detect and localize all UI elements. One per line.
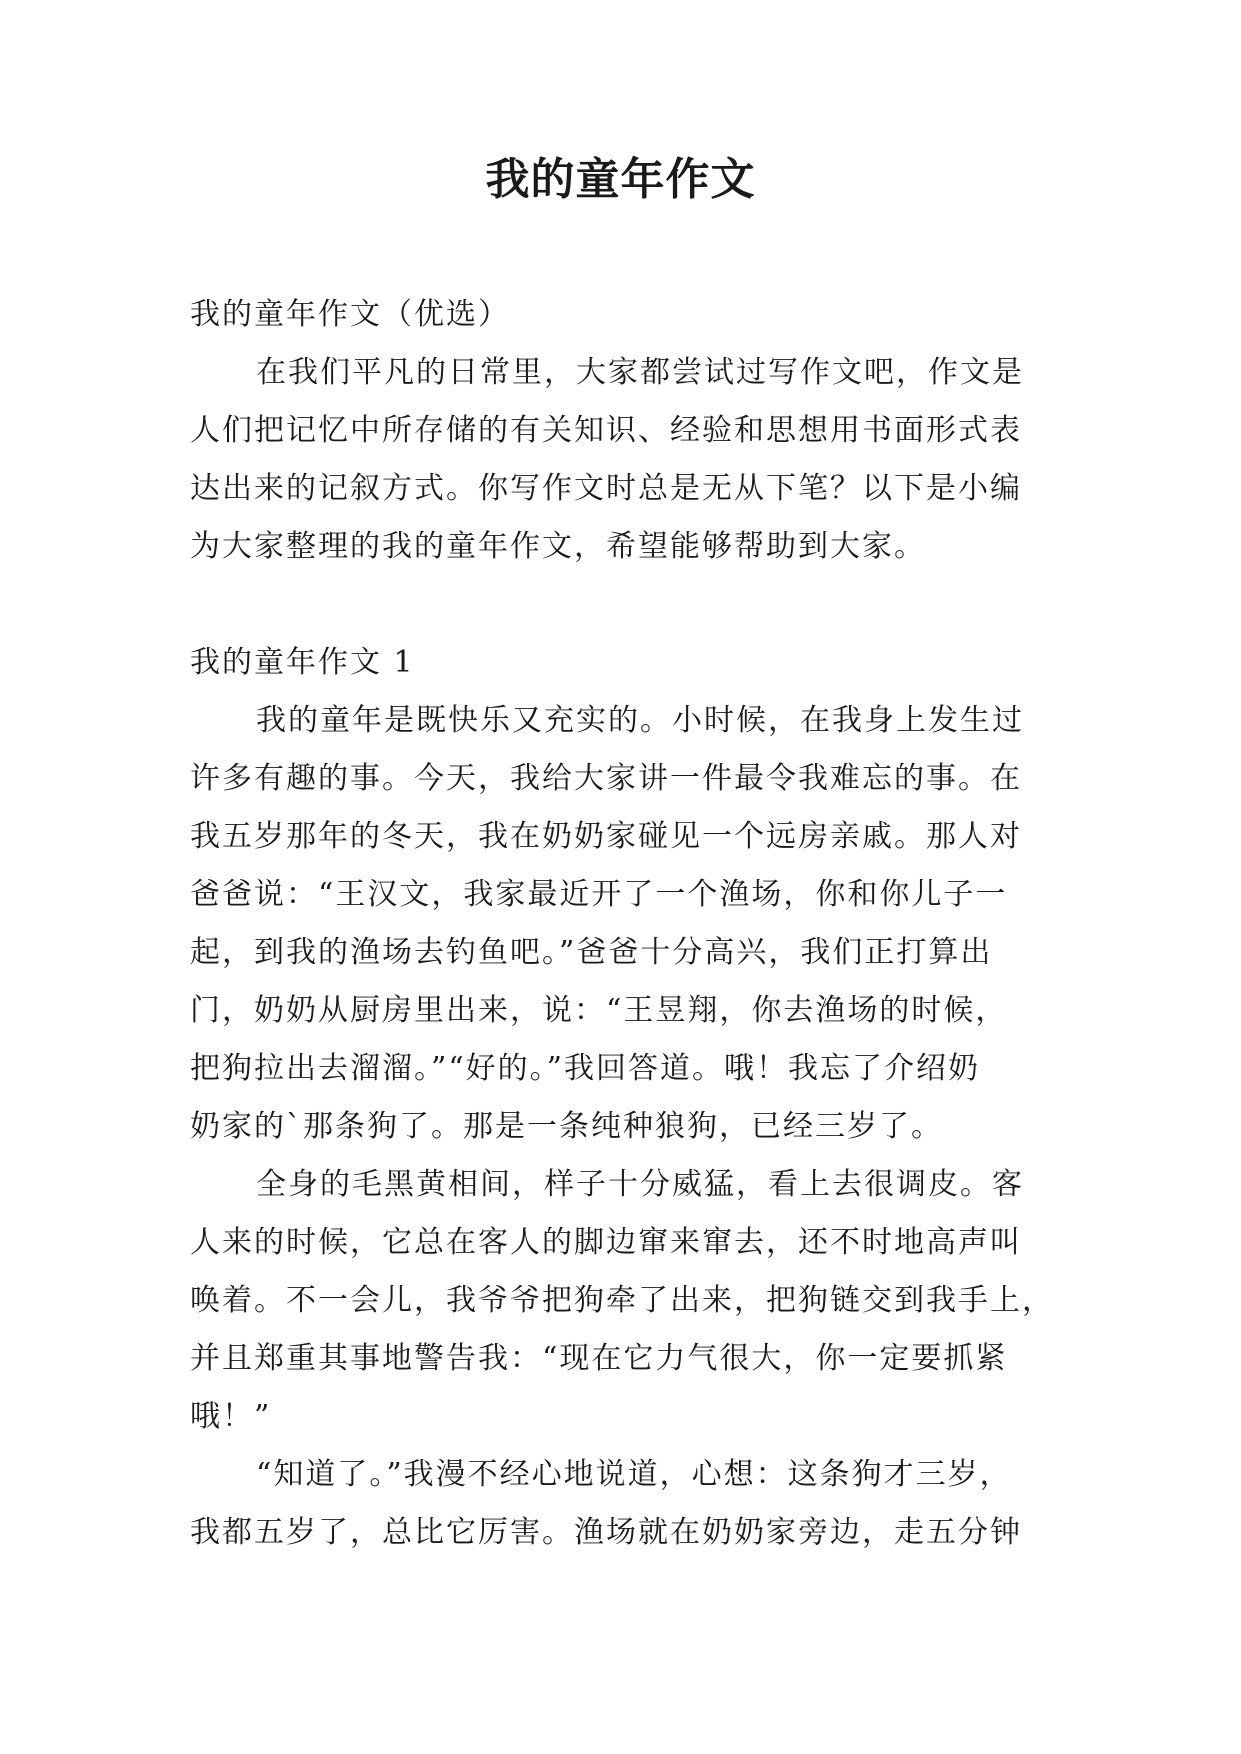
text-line: 人们把记忆中所存储的有关知识、经验和思想用书面形式表 — [190, 413, 1022, 448]
document-title: 我的童年作文 — [485, 154, 756, 205]
text-line: 爸爸说：“王汉文，我家最近开了一个渔场，你和你儿子一 — [190, 877, 1008, 912]
document-body — [190, 286, 1060, 1562]
blank-line — [190, 576, 1060, 634]
text-line: 门，奶奶从厨房里出来，说：“王昱翔，你去渔场的时候， — [190, 993, 1008, 1028]
text-line: 人来的时候，它总在客人的脚边窜来窜去，还不时地高声叫 — [190, 1225, 1022, 1260]
text-line: 在我们平凡的日常里，大家都尝试过写作文吧，作文是 — [256, 355, 1024, 390]
text-line: 哦！” — [190, 1399, 272, 1434]
text-line: 唤着。不一会儿，我爷爷把狗牵了出来，把狗链交到我手上， — [190, 1283, 1054, 1318]
text-line: 全身的毛黑黄相间，样子十分威猛，看上去很调皮。客 — [256, 1167, 1024, 1202]
text-line: 并且郑重其事地警告我：“现在它力气很大，你一定要抓紧 — [190, 1341, 1008, 1376]
text-line: 我的童年是既快乐又充实的。小时候，在我身上发生过 — [256, 703, 1024, 738]
text-line: 为大家整理的我的童年作文，希望能够帮助到大家。 — [190, 529, 926, 564]
text-line: 我的童年作文 1 — [190, 645, 415, 680]
text-line: 我五岁那年的冬天，我在奶奶家碰见一个远房亲戚。那人对 — [190, 819, 1022, 854]
text-line: 达出来的记叙方式。你写作文时总是无从下笔？以下是小编 — [190, 471, 1022, 506]
text-line: 奶家的`那条狗了。那是一条纯种狼狗，已经三岁了。 — [190, 1109, 943, 1144]
text-line: 起，到我的渔场去钓鱼吧。”爸爸十分高兴，我们正打算出 — [190, 935, 993, 970]
text-line: 许多有趣的事。今天，我给大家讲一件最令我难忘的事。在 — [190, 761, 1022, 796]
text-line: 我的童年作文（优选） — [190, 297, 510, 332]
text-line: “知道了。”我漫不经心地说道，心想：这条狗才三岁， — [256, 1457, 1012, 1492]
text-line: 我都五岁了，总比它厉害。渔场就在奶奶家旁边，走五分钟 — [190, 1515, 1022, 1550]
text-line: 把狗拉出去溜溜。”“好的。”我回答道。哦！我忘了介绍奶 — [190, 1051, 981, 1086]
